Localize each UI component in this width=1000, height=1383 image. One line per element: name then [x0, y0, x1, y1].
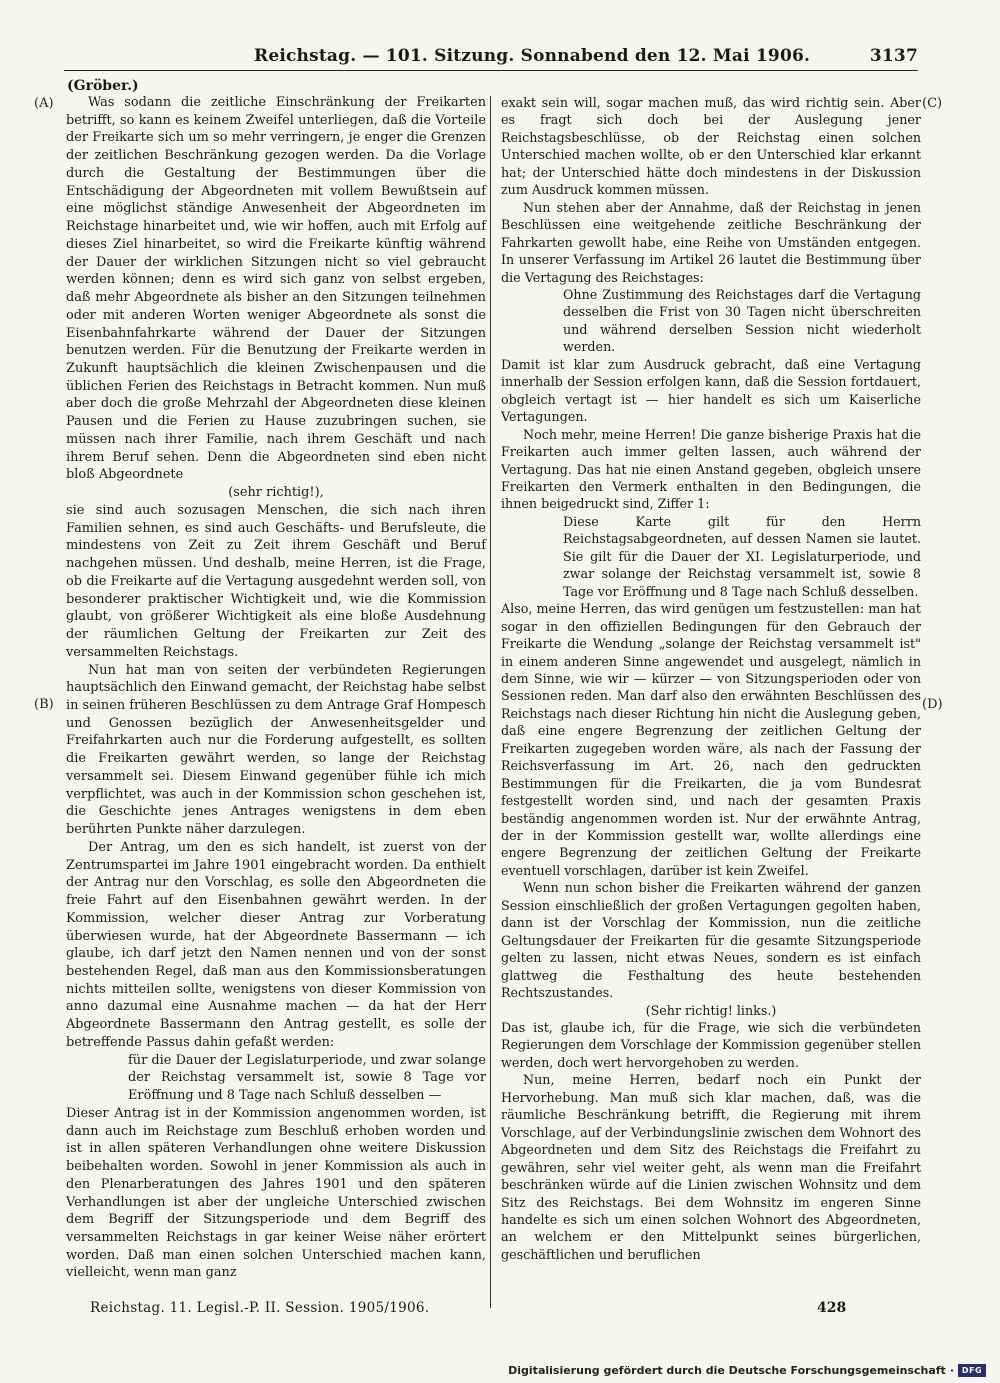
paragraph: Wenn nun schon bisher die Freikarten während der ganzen Session einschließlich der großen Vertagungen gegolten haben, dann ist der Vorschlag der Kommission, nun die zeitliche Geltungsdauer der Freikarten für die gesamte Sitzungsperiode gelten zu lassen, nicht etwas Neues, sondern es ist einfach glattweg die Festhaltung des heute bestehenden Rechtszustandes. — [501, 880, 921, 1001]
paragraph: Nun stehen aber der Annahme, daß der Reichstag in jenen Beschlüssen eine weitgehende zeitliche Beschränkung der Fahrkarten gewollt habe, eine Reihe von Umständen entgegen. In unserer Verfassung im Artikel 26 lautet die Bestimmung über die Vertagung des Reichstages: — [501, 199, 921, 285]
margin-marker-b: (B) — [34, 697, 54, 712]
header-title: Reichstag. — 101. Sitzung. Sonnabend den 12. Mai 1906. — [254, 46, 811, 66]
paragraph: Nun, meine Herren, bedarf noch ein Punkt der Hervorhebung. Man muß sich klar machen, daß, was die räumliche Beschränkung betrifft, die Regierung mit ihrem Vorschlage, auf der Verbindungslinie zwischen dem Wohnort des Abgeordneten und dem Sitz des Reichstags die Freifahrt zu gewähren, sehr viel weiter geht, als wenn man die Freifahrt beschränken würde auf die Linien zwischen Wohnsitz und dem Sitz des Reichstags. Bei dem Wohnsitz im engeren Sinne handelte es sich um einen solchen Wohnort des Abgeordneten, an welchem er den Mittelpunkt seines bürgerlichen, geschäftlichen und beruflichen — [501, 1072, 921, 1262]
dfg-logo-icon: DFG — [958, 1364, 986, 1377]
paragraph: Also, meine Herren, das wird genügen um festzustellen: man hat sogar in den offiziellen Bedingungen für den Gebrauch der Freikarte die Wendung „solange der Reichstag versammelt ist" in einem anderen Sinne angewendet und ausgelegt, nämlich in dem Sinne, wie wir — kürzer — von Sitzungsperioden oder von Sessionen reden. Man darf also den erwähnten Beschlüssen des Reichstags nach dieser Richtung hin nicht die Auslegung geben, daß eine engere Begrenzung der zeitlichen Geltung der Freikarten zugegeben worden wäre, als nach der Fassung der Reichsverfassung im Art. 26, nach den gedruckten Bestimmungen für die Freikarten, die ja vom Bundesrat festgestellt worden sind, und nach der gesamten Praxis beständig angenommen worden ist. Nur der erwähnte Antrag, der in der Kommission gestellt war, wollte allerdings eine engere Begrenzung der zeitlichen Geltung der Freikarte eventuell vorschlagen, darüber ist kein Zweifel. — [501, 601, 921, 878]
speaker-name: (Gröber.) — [67, 78, 139, 94]
left-column — [66, 94, 486, 1282]
digitization-credit: Digitalisierung gefördert durch die Deutsche Forschungsgemeinschaft · DFG — [508, 1362, 986, 1378]
paragraph: Das ist, glaube ich, für die Frage, wie sich die verbündeten Regierungen dem Vorschlage der Kommission gegenüber stellen werden, doch wert hervorgehoben zu werden. — [501, 1020, 921, 1070]
paragraph: Der Antrag, um den es sich handelt, ist zuerst von der Zentrumspartei im Jahre 1901 eingebracht worden. Da enthielt der Antrag nur den Vorschlag, es solle den Abgeordneten die freie Fahrt auf den Eisenbahnen gewährt werden. In der Kommission, welcher dieser Antrag zur Vorberatung überwiesen wurde, hat der Abgeordnete Bassermann — ich glaube, ich darf jetzt den Namen nennen und von der sonst bestehenden Regel, daß man aus den Kommissionsberatungen nichts mitteilen sollte, wenigstens von dieser Kommission von anno dazumal eine Ausnahme machen — da hat der Herr Abgeordnete Bassermann den Antrag gestellt, es solle der betreffende Passus dahin gefaßt werden: — [66, 839, 486, 1050]
paragraph: Nun hat man von seiten der verbündeten Regierungen hauptsächlich den Einwand gemacht, der Reichstag habe selbst in seinen früheren Beschlüssen zu dem Antrage Graf Hompesch und Genossen bezüglich der Anwesenheitsgelder und Freifahrkarten auch nur die Forderung aufgestellt, es sollten die Freikarten gewährt werden, so lange der Reichstag versammelt sei. Diesem Einwand gegenüber fühle ich mich verpflichtet, was auch in der Kommission schon geschehen ist, die Geschichte jenes Antrages wenigstens in dem eben berührten Punkte näher darzulegen. — [66, 662, 486, 838]
footer-sheet-number: 428 — [817, 1300, 847, 1316]
paragraph: exakt sein will, sogar machen muß, das wird richtig sein. Aber es fragt sich doch bei der Auslegung jener Reichstagsbeschlüsse, ob der Reichstag einen solchen Unterschied machen wollte, ob er den Unterschied klar erkannt hat; der Unterschied hätte doch mindestens in der Diskussion zum Ausdruck kommen müssen. — [501, 95, 921, 198]
paragraph: Damit ist klar zum Ausdruck gebracht, daß eine Vertagung innerhalb der Session erfolgen kann, daß die Session fortdauert, obgleich vertagt ist — hier handelt es sich um Kaiserliche Vertagungen. — [501, 356, 921, 425]
running-header — [64, 44, 918, 71]
column-divider — [490, 96, 491, 1308]
page-number: 3137 — [869, 46, 918, 66]
margin-marker-a: (A) — [34, 96, 54, 111]
quotation: Diese Karte gilt für den Herrn Reichstagsabgeordneten, auf dessen Namen sie lautet. Sie gilt für die Dauer der XI. Legislaturperiode, und zwar solange der Reichstag versammelt ist, sowie 8 Tage vor Eröffnung und 8 Tage nach Schluß desselben. — [563, 513, 921, 599]
margin-marker-d: (D) — [922, 697, 943, 712]
margin-marker-c: (C) — [922, 96, 943, 111]
interjection: (sehr richtig!), — [228, 485, 324, 501]
interjection: (Sehr richtig! links.) — [645, 1002, 777, 1018]
paragraph: Was sodann die zeitliche Einschränkung der Freikarten betrifft, so kann es keinem Zweifel unterliegen, daß die Vorteile der Freikarte sich um so mehr verringern, je enger die Grenzen der zeitlichen Beschränkung gezogen werden. Da die Vorlage durch die Gestaltung der Bestimmungen über die Entschädigung der Abgeordneten mit vollem Bewußtsein auf eine möglichst ständige Anwesenheit der Abgeordneten im Reichstage hinarbeitet und, wie wir hoffen, auch mit Erfolg auf dieses Ziel hinarbeitet, so wird die Freikarte künftig während der Dauer der wirklichen Sitzungen nicht so viel gebraucht werden können; denn es wird sich ganz von selbst ergeben, daß mehr Abgeordnete als bisher an den Sitzungen teilnehmen oder mit anderen Worten weniger Abgeordnete als sonst die Eisenbahnfahrkarte während der Dauer der Sitzungen benutzen werden. Für die Benutzung der Freikarte werden in Zukunft hauptsächlich die kleinen Zwischenpausen und die üblichen Ferien des Reichstags in Betracht kommen. Nun muß aber doch die große Mehrzahl der Abgeordneten diese kleinen Pausen und die Ferien zu Hause zuzubringen suchen, sie müssen nach ihrer Familie, nach ihrem Geschäft und nach ihrem Beruf sehen. Denn die Abgeordneten sind eben nicht bloß Abgeordnete — [66, 95, 486, 483]
right-column — [501, 94, 921, 1263]
paragraph: sie sind auch sozusagen Menschen, die sich nach ihren Familien sehnen, es sind auch Geschäfts- und Berufsleute, die mindestens von Zeit zu Zeit ihrem Geschäft und Beruf nachgehen müssen. Und deshalb, meine Herren, ist die Frage, ob die Freikarte auf die Vertagung ausgedehnt werden soll, von besonderer praktischer Wichtigkeit und, wie die Kommission glaubt, von größerer Wichtigkeit als eine bloße Ausdehnung der räumlichen Geltung der Freikarten zur Zeit des versammelten Reichstags. — [66, 502, 486, 660]
footer-source: Reichstag. 11. Legisl.-P. II. Session. 1905/1906. — [90, 1300, 430, 1316]
digitization-text: Digitalisierung gefördert durch die Deutsche Forschungsgemeinschaft — [508, 1363, 946, 1377]
quotation: Ohne Zustimmung des Reichstages darf die Vertagung desselben die Frist von 30 Tagen nicht überschreiten und während derselben Session nicht wiederholt werden. — [563, 286, 921, 355]
quotation: für die Dauer der Legislaturperiode, und zwar solange der Reichstag versammelt ist, sowie 8 Tage vor Eröffnung und 8 Tage nach Schluß desselben — — [128, 1052, 486, 1104]
paragraph: Dieser Antrag ist in der Kommission angenommen worden, ist dann auch im Reichstage zum Beschluß erhoben worden und ist in allen späteren Verhandlungen ohne weitere Diskussion beibehalten worden. Sowohl in jener Kommission als auch in den Plenarberatungen des Jahres 1901 und den späteren Verhandlungen ist aber der ungleiche Unterschied zwischen dem Begriff der Sitzungsperiode und dem Begriff des versammelten Reichstags in gar keiner Weise näher erörtert worden. Daß man einen solchen Unterschied machen kann, vielleicht, wenn man ganz — [66, 1105, 486, 1281]
paragraph: Noch mehr, meine Herren! Die ganze bisherige Praxis hat die Freikarten auch immer gelten lassen, auch während der Vertagung. Das hat nie einen Anstand gegeben, obgleich unsere Freikarten den Vermerk enthalten in den Bedingungen, die ihnen beigedruckt sind, Ziffer 1: — [501, 426, 921, 512]
